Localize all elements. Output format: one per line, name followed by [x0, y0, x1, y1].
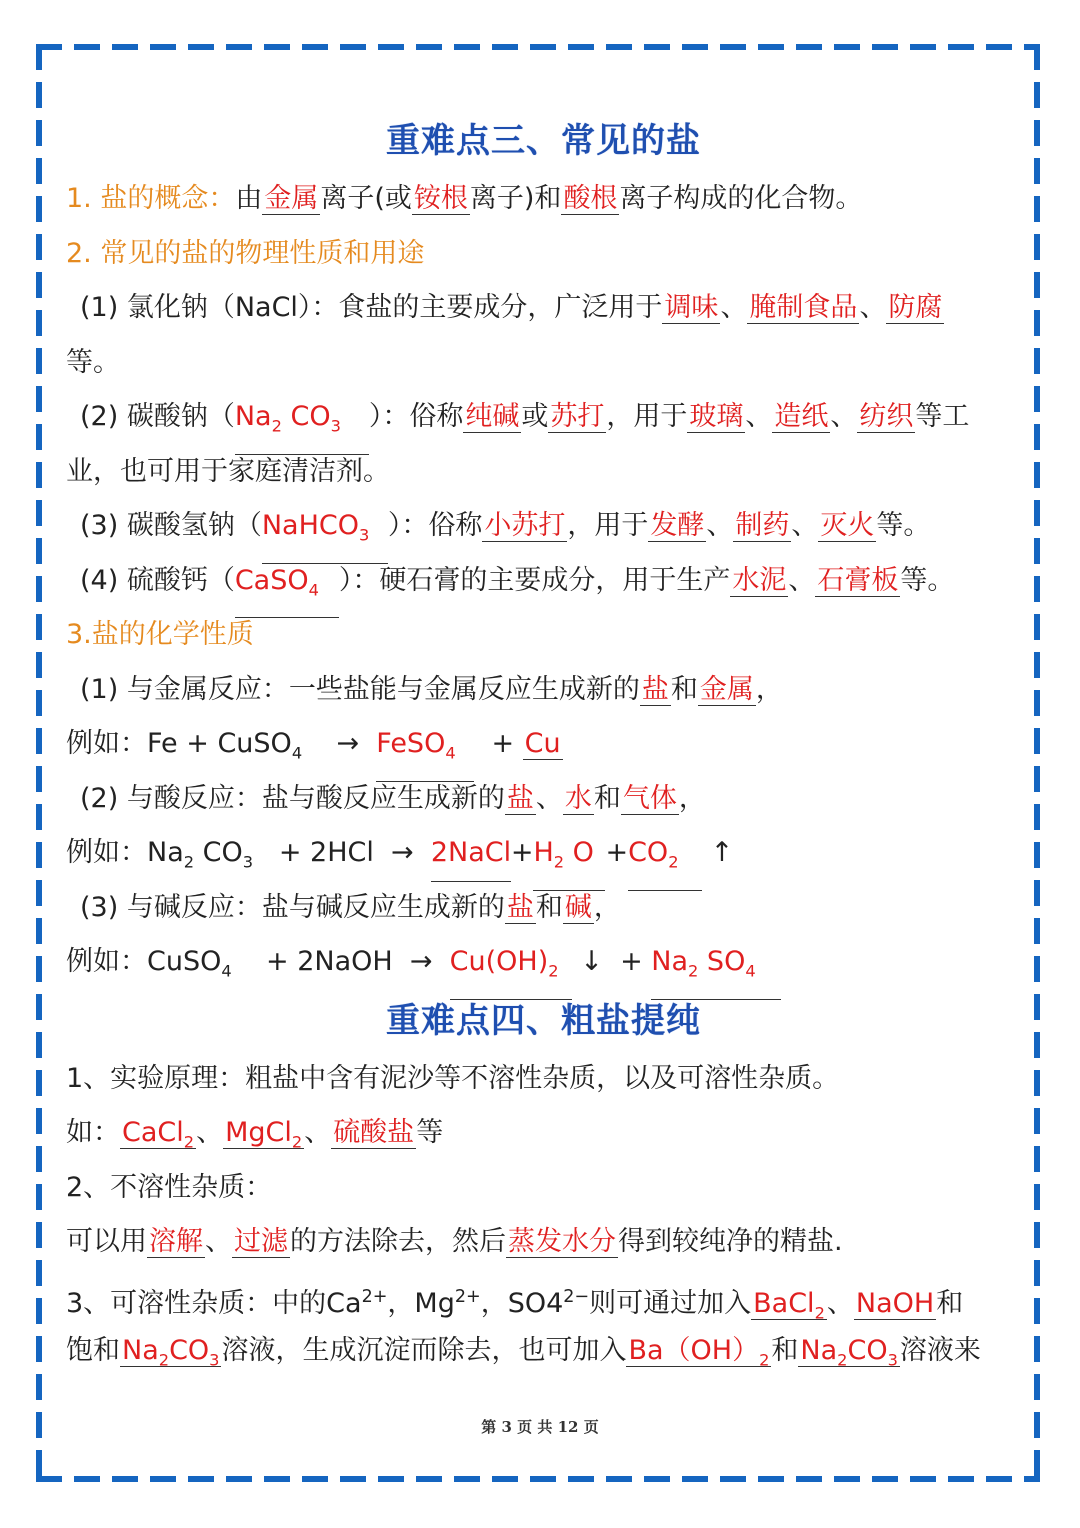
- answer: NaOH: [855, 1287, 935, 1319]
- answer: 蒸发水分: [508, 1226, 616, 1257]
- answer: 苏打: [550, 401, 605, 432]
- answer: 石膏板: [817, 564, 899, 596]
- answer: $Ba(OH)_2$: [628, 1335, 770, 1370]
- answer: 造纸: [774, 401, 829, 432]
- nacl-line: (1) 氯化钠（NaCl）：食盐的主要成分，广泛用于调味、腌制食品、防腐: [80, 292, 943, 323]
- formula-blank: $CO_2$: [628, 826, 702, 891]
- section-label: 1. 盐的概念：: [66, 183, 236, 214]
- answer: 硫酸盐: [333, 1117, 415, 1148]
- impurities-example-line: 如：CaCl$_2$、MgCl$_2$、硫酸盐等: [66, 1117, 444, 1152]
- heading-common-salts: 重难点三、常见的盐: [386, 121, 701, 161]
- answer: 防腐: [888, 292, 943, 323]
- border-bottom: [36, 1476, 1040, 1482]
- answer: 金属: [264, 183, 319, 214]
- na2co3-line-cont: 业，也可用于家庭清洁剂。: [66, 455, 390, 487]
- answer: 纺织: [859, 401, 914, 432]
- answer: 过滤: [234, 1226, 288, 1257]
- answer: $Na_2CO_3$: [122, 1335, 220, 1370]
- answer: 水: [564, 782, 592, 814]
- answer: 盐: [506, 782, 534, 814]
- formula-blank: $Cu(OH)_2$: [450, 935, 572, 1000]
- formula-blank: $Na_2$ $SO_4$: [651, 935, 781, 1000]
- answer: BaCl$_2$: [753, 1287, 825, 1322]
- metal-reaction-line: (1) 与金属反应：一些盐能与金属反应生成新的盐和金属，: [80, 673, 783, 705]
- answer: 玻璃: [689, 401, 744, 432]
- heading-salt-purification: 重难点四、粗盐提纯: [386, 1000, 701, 1041]
- salt-concept-line: 1. 盐的概念：由金属离子(或铵根离子)和酸根离子构成的化合物。: [66, 183, 863, 214]
- answer: 盐: [641, 673, 669, 705]
- border-left: [36, 44, 42, 1482]
- answer: 铵根: [413, 183, 468, 214]
- acid-reaction-line: (2) 与酸反应：盐与酸反应生成新的盐、水和气体，: [80, 782, 706, 814]
- up-arrow-icon: ↑: [710, 837, 734, 868]
- answer: 盐: [506, 891, 534, 923]
- formula-blank: CaSO$_4$: [235, 554, 339, 619]
- answer: 调味: [664, 292, 719, 323]
- answer: 水泥: [732, 564, 787, 596]
- soluble-line-cont: 饱和$Na_2CO_3$溶液，生成沉淀而除去，也可加入$Ba(OH)_2$和$Na_2CO_3$溶液来: [66, 1335, 981, 1370]
- insoluble-method-line: 可以用溶解、过滤的方法除去，然后蒸发水分得到较纯净的精盐.: [66, 1226, 843, 1257]
- section-title-chemical: 3.盐的化学性质: [66, 619, 254, 650]
- answer: 碱: [564, 891, 592, 923]
- section-title-physical: 2. 常见的盐的物理性质和用途: [66, 237, 425, 269]
- answer: 发酵: [650, 510, 705, 541]
- base-example: 例如：CuSO$_4$ + 2NaOH → $Cu(OH)_2$ ↓ + $Na_2$ $SO_4$: [66, 935, 1021, 990]
- principle-line: 1、实验原理：粗盐中含有泥沙等不溶性杂质，以及可溶性杂质。: [66, 1062, 840, 1094]
- answer: 纯碱: [465, 401, 520, 432]
- answer: 制药: [735, 510, 790, 541]
- answer: Cu: [524, 728, 561, 759]
- caso4-line: (4) 硫酸钙（CaSO$_4$ ）：硬石膏的主要成分，用于生产水泥、石膏板等。: [66, 554, 1021, 609]
- answer: 酸根: [563, 183, 618, 214]
- answer: 气体: [622, 782, 677, 814]
- border-top: [36, 44, 1040, 50]
- answer: CaCl$_2$: [122, 1117, 195, 1152]
- answer: MgCl$_2$: [225, 1117, 303, 1152]
- arrow-icon: →: [336, 728, 360, 759]
- formula-blank: 2NaCl: [431, 826, 511, 882]
- arrow-icon: →: [391, 837, 414, 868]
- formula-blank: FeSO$_4$: [376, 717, 474, 782]
- answer: 小苏打: [484, 510, 566, 541]
- down-arrow-icon: ↓: [580, 946, 603, 977]
- answer: 灭火: [820, 510, 875, 541]
- base-reaction-line: (3) 与碱反应：盐与碱反应生成新的盐和碱，: [80, 891, 621, 923]
- metal-example: 例如：Fe + CuSO$_4$ → FeSO$_4$ + Cu: [66, 717, 1021, 772]
- formula-blank: NaHCO$_3$: [262, 499, 388, 564]
- answer: $Na_2CO_3$: [800, 1335, 898, 1370]
- answer: 金属: [699, 673, 754, 705]
- na2co3-line: (2) 碳酸钠（$Na_2$ $CO_3$ ）：俗称纯碱或苏打，用于玻璃、造纸、纺织等工: [66, 390, 1021, 445]
- answer: 溶解: [149, 1226, 203, 1257]
- soluble-line: 3、可溶性杂质：中的$Ca^{2+}$，$Mg^{2+}$，$SO4^{2-}$则可通过加入BaCl$_2$、NaOH和: [66, 1286, 964, 1322]
- acid-example: 例如：$Na_2$ $CO_3$ + $2HCl \to 2NaCl+H_2$ $O +CO_2$ ↑: [66, 826, 1021, 881]
- arrow-icon: →: [409, 946, 433, 977]
- answer: 腌制食品: [749, 292, 858, 323]
- nahco3-line: (3) 碳酸氢钠（NaHCO$_3$ ）：俗称小苏打，用于发酵、制药、灭火等。: [66, 499, 1021, 554]
- insoluble-title: 2、不溶性杂质：: [66, 1171, 273, 1203]
- page-number: 第 3 页 共 12 页: [481, 1418, 599, 1436]
- formula-blank: $Na_2$ $CO_3$: [235, 390, 369, 455]
- formula-blank: $H_2$ O: [533, 826, 605, 891]
- border-right: [1034, 44, 1040, 1482]
- page-content: [66, 110, 1021, 1379]
- nacl-line-cont: 等。: [66, 346, 120, 378]
